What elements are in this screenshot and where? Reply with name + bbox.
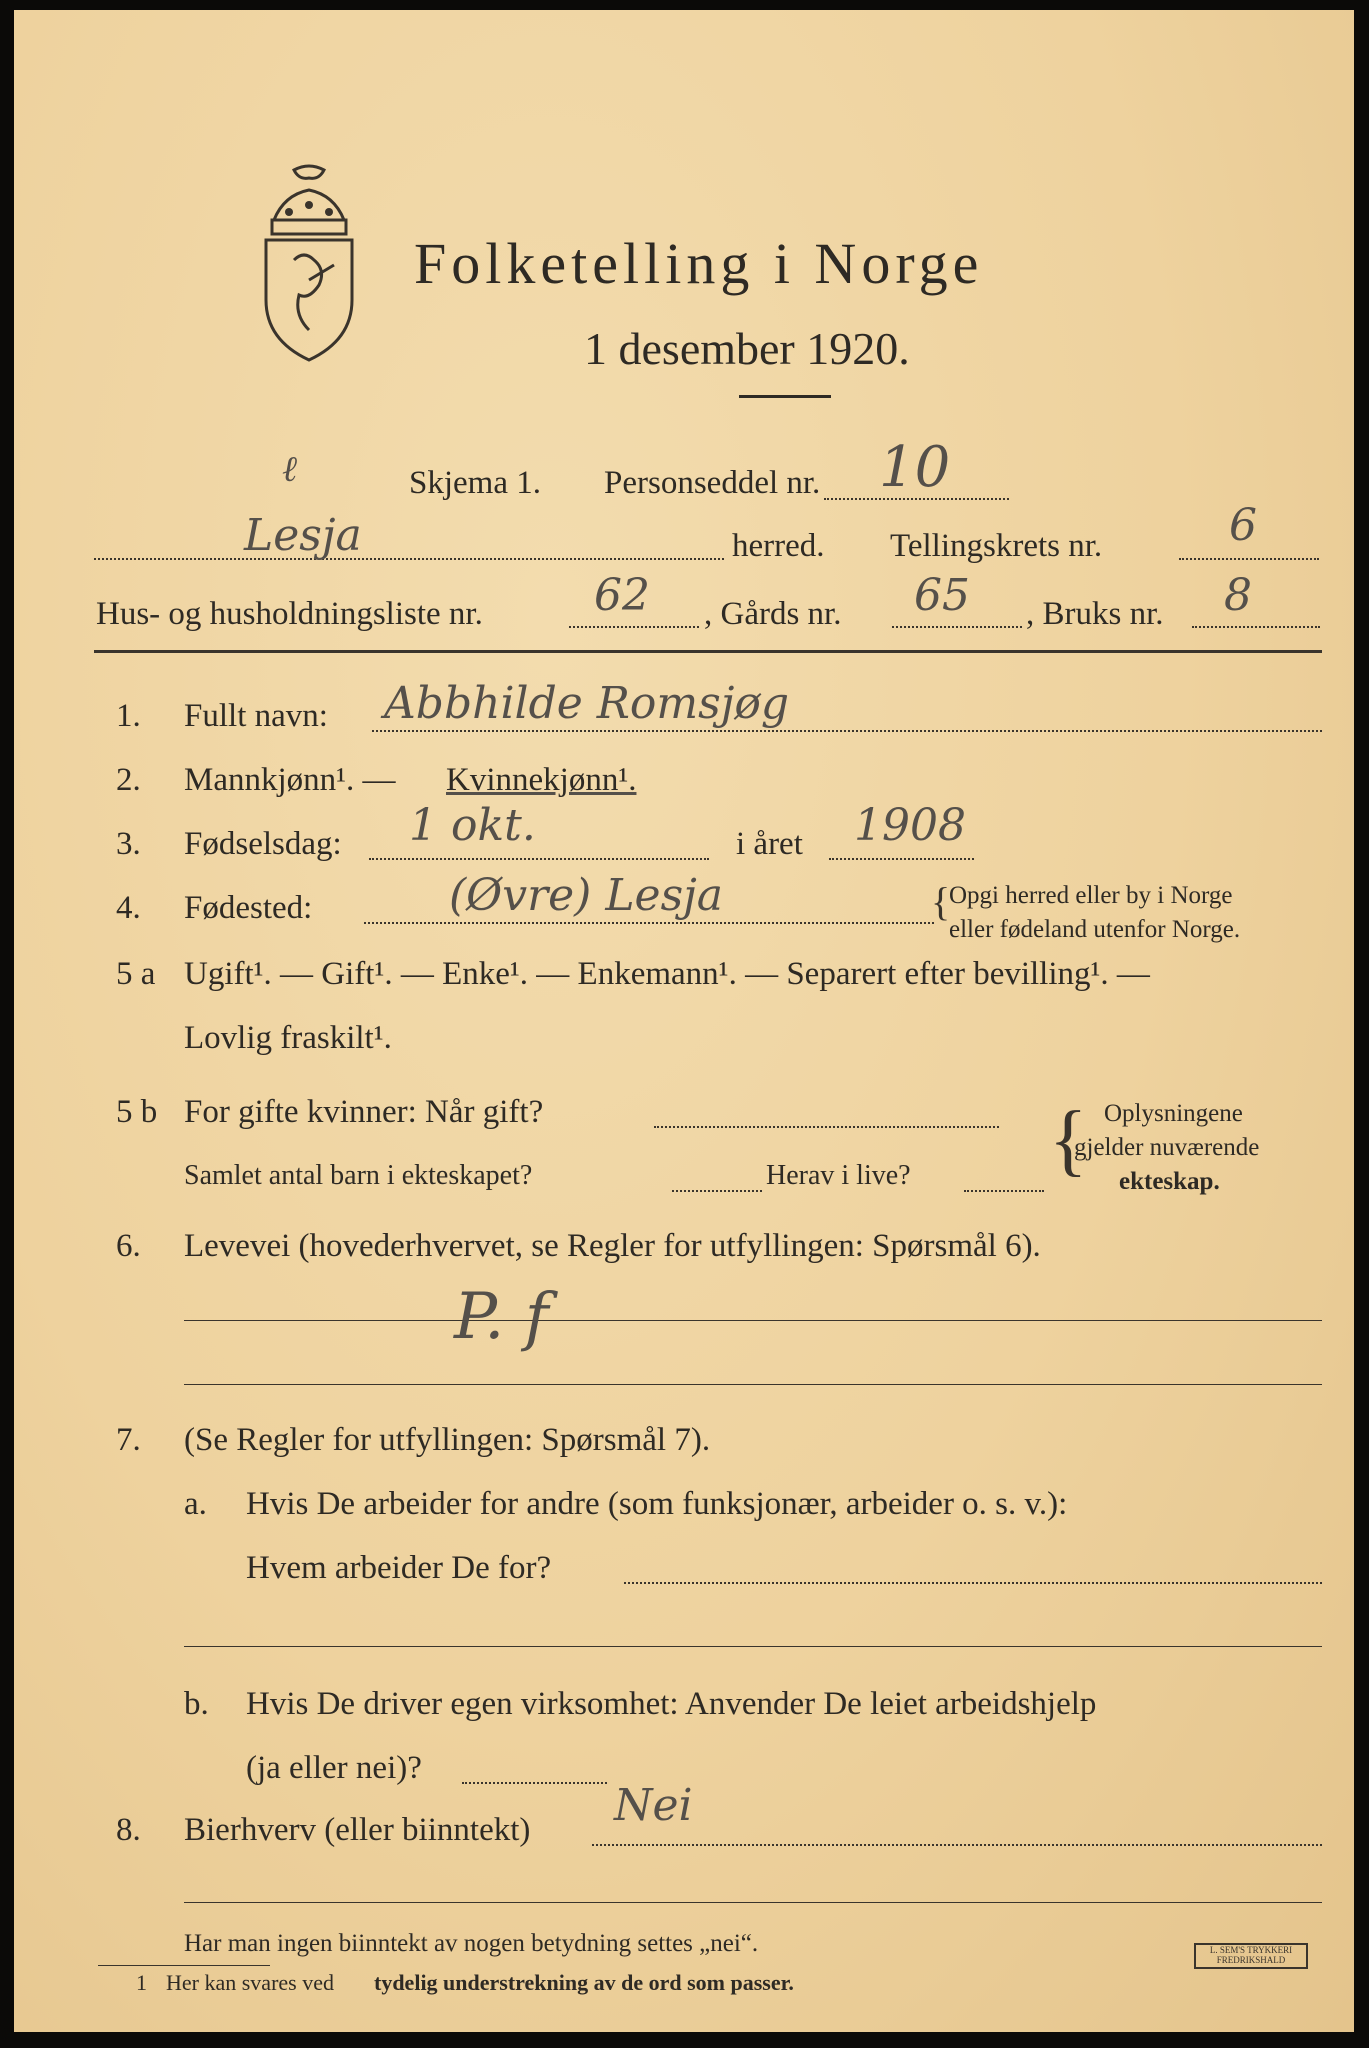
herred-value[interactable]: Lesja xyxy=(244,510,362,561)
hus-value[interactable]: 62 xyxy=(594,570,650,621)
q7b-text: Hvis De driver egen virksomhet: Anvender De leiet arbeidshjelp xyxy=(246,1686,1097,1722)
q7b-number: b. xyxy=(184,1686,209,1722)
q1-number: 1. xyxy=(116,698,141,734)
q6-label: Levevei (hovederhvervet, se Regler for utfyllingen: Spørsmål 6). xyxy=(184,1228,1041,1264)
q3-year-line xyxy=(829,858,974,860)
hus-label: Hus- og husholdningsliste nr. xyxy=(96,596,483,632)
q8-line xyxy=(592,1844,1322,1846)
herred-label: herred. xyxy=(732,528,825,564)
q5b-number: 5 b xyxy=(116,1094,158,1130)
q7a-line[interactable] xyxy=(624,1582,1322,1584)
q3-line xyxy=(369,858,709,860)
q5b-note-3: ekteskap. xyxy=(1119,1168,1220,1195)
q1-value[interactable]: Abbhilde Romsjøg xyxy=(384,678,790,729)
q5b-when-line xyxy=(654,1126,999,1128)
hus-line xyxy=(569,626,699,628)
title-divider xyxy=(739,395,831,398)
q5b-note-1: Oplysningene xyxy=(1104,1100,1243,1127)
footer-note: Har man ingen biinntekt av nogen betydning settes „nei“. xyxy=(184,1930,759,1957)
q4-value[interactable]: (Øvre) Lesja xyxy=(449,870,724,921)
q7b-line[interactable] xyxy=(462,1782,607,1784)
q6-line-2 xyxy=(184,1384,1322,1385)
personseddel-label: Personseddel nr. xyxy=(604,465,821,501)
tellingskrets-value[interactable]: 6 xyxy=(1229,500,1257,551)
q4-label: Fødested: xyxy=(184,890,313,926)
form-title: Folketelling i Norge xyxy=(414,231,984,296)
coat-of-arms-icon xyxy=(254,160,364,370)
gards-value[interactable]: 65 xyxy=(914,570,970,621)
census-date: 1 desember 1920. xyxy=(584,323,910,374)
q5b-children-line xyxy=(672,1190,762,1192)
q5b-label-3: Herav i live? xyxy=(766,1160,911,1191)
q7-label: (Se Regler for utfyllingen: Spørsmål 7). xyxy=(184,1422,711,1458)
footnote-number: 1 xyxy=(136,1970,147,1995)
herred-line xyxy=(94,558,724,560)
q4-note-1: Opgi herred eller by i Norge xyxy=(949,882,1233,909)
q1-line xyxy=(372,730,1322,732)
q2-number: 2. xyxy=(116,762,141,798)
q8-line-2 xyxy=(184,1902,1322,1903)
tellingskrets-line xyxy=(1179,558,1319,560)
footnote-bold: tydelig understrekning av de ord som passer. xyxy=(374,1970,794,1995)
printer-stamp: L. SEM'S TRYKKERI FREDRIKSHALD xyxy=(1194,1943,1308,1969)
q5a-number: 5 a xyxy=(116,956,156,992)
personseddel-value[interactable]: 10 xyxy=(879,435,951,500)
q2-kvinne[interactable]: Kvinnekjønn¹. xyxy=(446,762,637,798)
q4-note-2: eller fødeland utenfor Norge. xyxy=(949,916,1241,943)
q4-number: 4. xyxy=(116,890,141,926)
q3-year-label: i året xyxy=(736,826,803,862)
q3-label: Fødselsdag: xyxy=(184,826,342,862)
footnote-divider xyxy=(98,1965,270,1966)
q3-year-value[interactable]: 1908 xyxy=(854,800,966,851)
q7a-line-2 xyxy=(184,1646,1322,1647)
q3-value[interactable]: 1 okt. xyxy=(409,800,536,851)
q6-number: 6. xyxy=(116,1228,141,1264)
q4-brace: { xyxy=(931,879,951,924)
bruks-label: , Bruks nr. xyxy=(1026,596,1164,632)
q5b-note-2: gjelder nuværende xyxy=(1074,1134,1260,1161)
q7b-text-2: (ja eller nei)? xyxy=(246,1750,422,1786)
q8-value[interactable]: Nei xyxy=(614,1780,693,1831)
skjema-label: Skjema 1. xyxy=(409,465,541,501)
footnote-text: Her kan svares ved xyxy=(166,1970,334,1995)
q1-label: Fullt navn: xyxy=(184,698,328,734)
q7a-number: a. xyxy=(184,1486,207,1522)
q7a-text-2: Hvem arbeider De for? xyxy=(246,1550,552,1586)
q5b-alive-line xyxy=(964,1190,1044,1192)
bruks-line xyxy=(1192,626,1320,628)
q7-number: 7. xyxy=(116,1422,141,1458)
q6-line-1 xyxy=(184,1320,1322,1321)
census-form-page xyxy=(14,10,1354,2032)
q5b-label-1: For gifte kvinner: Når gift? xyxy=(184,1094,544,1130)
q5a-options-2[interactable]: Lovlig fraskilt¹. xyxy=(184,1020,392,1056)
gards-line xyxy=(892,626,1022,628)
q5a-options[interactable]: Ugift¹. — Gift¹. — Enke¹. — Enkemann¹. — Separert efter bevilling¹. — xyxy=(184,956,1150,992)
q2-mann: Mannkjønn¹. — xyxy=(184,762,396,798)
q6-value[interactable]: P. f xyxy=(454,1280,549,1354)
q5b-label-2: Samlet antal barn i ekteskapet? xyxy=(184,1160,533,1191)
q3-number: 3. xyxy=(116,826,141,862)
header-divider xyxy=(94,650,1322,653)
q8-number: 8. xyxy=(116,1812,141,1848)
q7a-text: Hvis De arbeider for andre (som funksjonær, arbeider o. s. v.): xyxy=(246,1486,1068,1522)
scribble-mark: ℓ xyxy=(282,449,297,490)
gards-label: , Gårds nr. xyxy=(704,596,842,632)
q4-line xyxy=(364,922,934,924)
bruks-value[interactable]: 8 xyxy=(1224,570,1252,621)
q8-label: Bierhverv (eller biinntekt) xyxy=(184,1812,531,1848)
q5b-brace: { xyxy=(1049,1096,1088,1184)
tellingskrets-label: Tellingskrets nr. xyxy=(890,528,1103,564)
